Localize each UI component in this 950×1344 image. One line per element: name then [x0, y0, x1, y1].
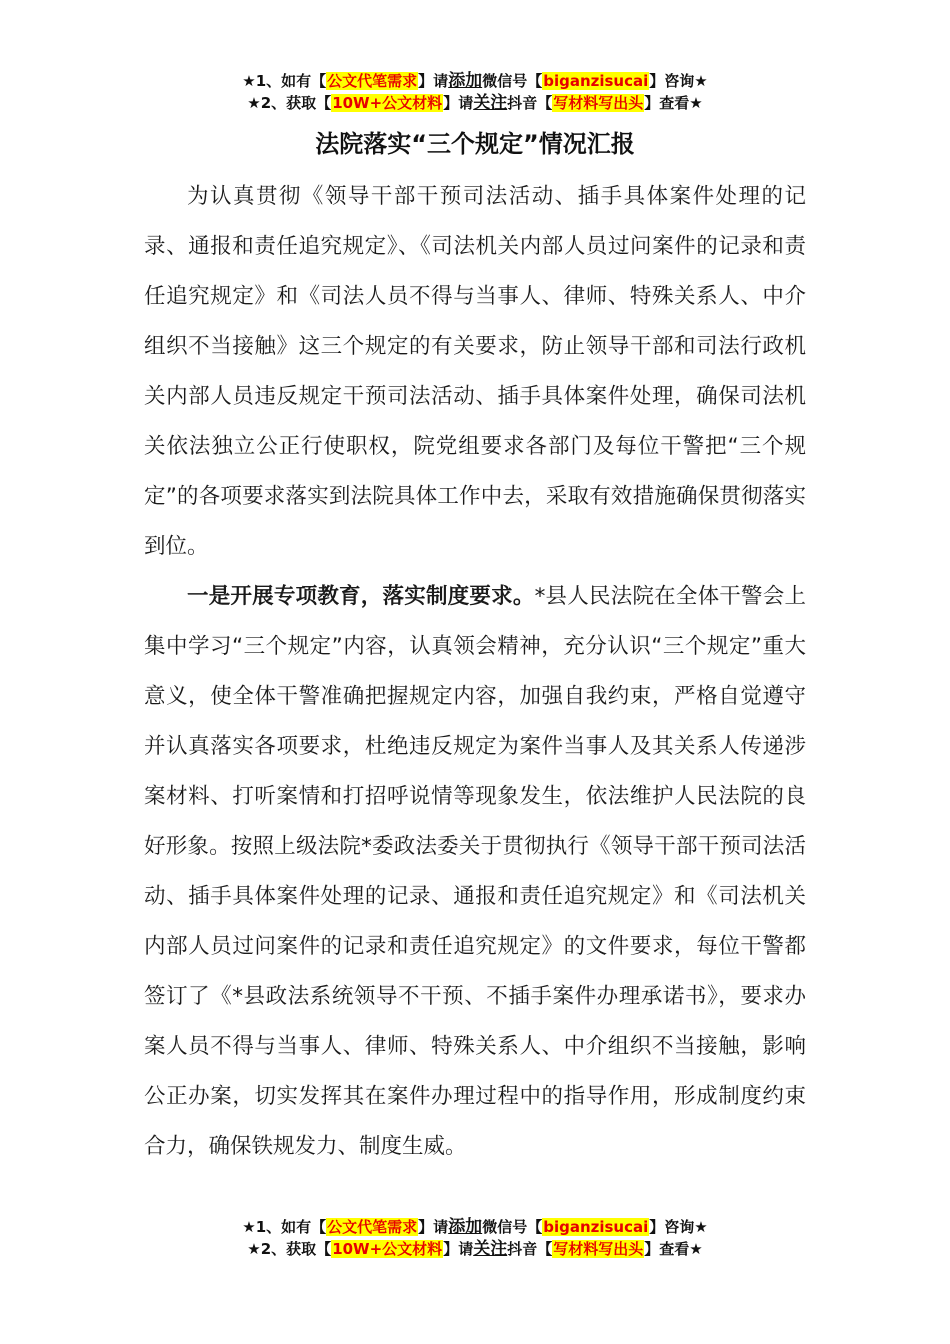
underlined-add: 添加: [448, 71, 483, 91]
document-title: 法院落实“三个规定”情况汇报: [315, 130, 635, 158]
section-body: *县人民法院在全体干警会上集中学习“三个规定”内容，认真领会精神，充分认识“三个规定”重大意义，使全体干警准确把握规定内容，加强自我约束，严格自觉遵守并认真落实各项要求，杜绝违反规定为案件当事人及其关系人传递涉案材料、打听案情和打招呼说情等现象发生，依法维护人民法院的良好形象。按照上级法院*委政法委关于贯彻执行《领导干部干预司法活动、插手具体案件处理的记录、通报和责任追究规定》和《司法机关内部人员过问案件的记录和责任追究规定》的文件要求，每位干警都签订了《*县政法系统领导不干预、不插手案件办理承诺书》，要求办案人员不得与当事人、律师、特殊关系人、中介组织不当接触，影响公正办案，切实发挥其在案件办理过程中的指导作用，形成制度约束合力，确保铁规发力、制度生威。: [144, 584, 806, 1159]
underlined-add: 添加: [448, 1217, 483, 1237]
paragraph-intro: 为认真贯彻《领导干部干预司法活动、插手具体案件处理的记录、通报和责任追究规定》、《司法机关内部人员过问案件的记录和责任追究规定》和《司法人员不得与当事人、律师、特殊关系人、中介组织不当接触》这三个规定的有关要求，防止领导干部和司法行政机关内部人员违反规定干预司法活动、插手具体案件处理，确保司法机关依法独立公正行使职权，院党组要求各部门及每位干警把“三个规定”的各项要求落实到法院具体工作中去，采取有效措施确保贯彻落实到位。: [144, 184, 806, 559]
highlight-douyin: 写材料写出头: [553, 1240, 644, 1258]
highlight-wechat-id: biganzisucai: [543, 72, 649, 90]
banner-line-1: ★1、如有【公文代笔需求】请添加微信号【biganzisucai】咨询★: [242, 1217, 708, 1237]
highlight-douyin: 写材料写出头: [553, 94, 644, 112]
document-body: [144, 172, 806, 1172]
banner-line-2: ★2、获取【10W+公文材料】请关注抖音【写材料写出头】查看★: [247, 1239, 703, 1259]
highlight-materials: 10W+公文材料: [332, 94, 443, 112]
header-banner: [0, 70, 950, 114]
highlight-materials: 10W+公文材料: [332, 1240, 443, 1258]
footer-banner: [0, 1216, 950, 1260]
paragraph-section-1: [144, 572, 806, 1172]
highlight-wechat-id: biganzisucai: [543, 1218, 649, 1236]
underlined-follow: 关注: [473, 1239, 508, 1259]
highlight-service: 公文代笔需求: [327, 1218, 418, 1236]
underlined-follow: 关注: [473, 93, 508, 113]
section-heading: 一是开展专项教育，落实制度要求。: [187, 584, 535, 609]
highlight-service: 公文代笔需求: [327, 72, 418, 90]
banner-line-1: ★1、如有【公文代笔需求】请添加微信号【biganzisucai】咨询★: [242, 71, 708, 91]
banner-line-2: ★2、获取【10W+公文材料】请关注抖音【写材料写出头】查看★: [247, 93, 703, 113]
